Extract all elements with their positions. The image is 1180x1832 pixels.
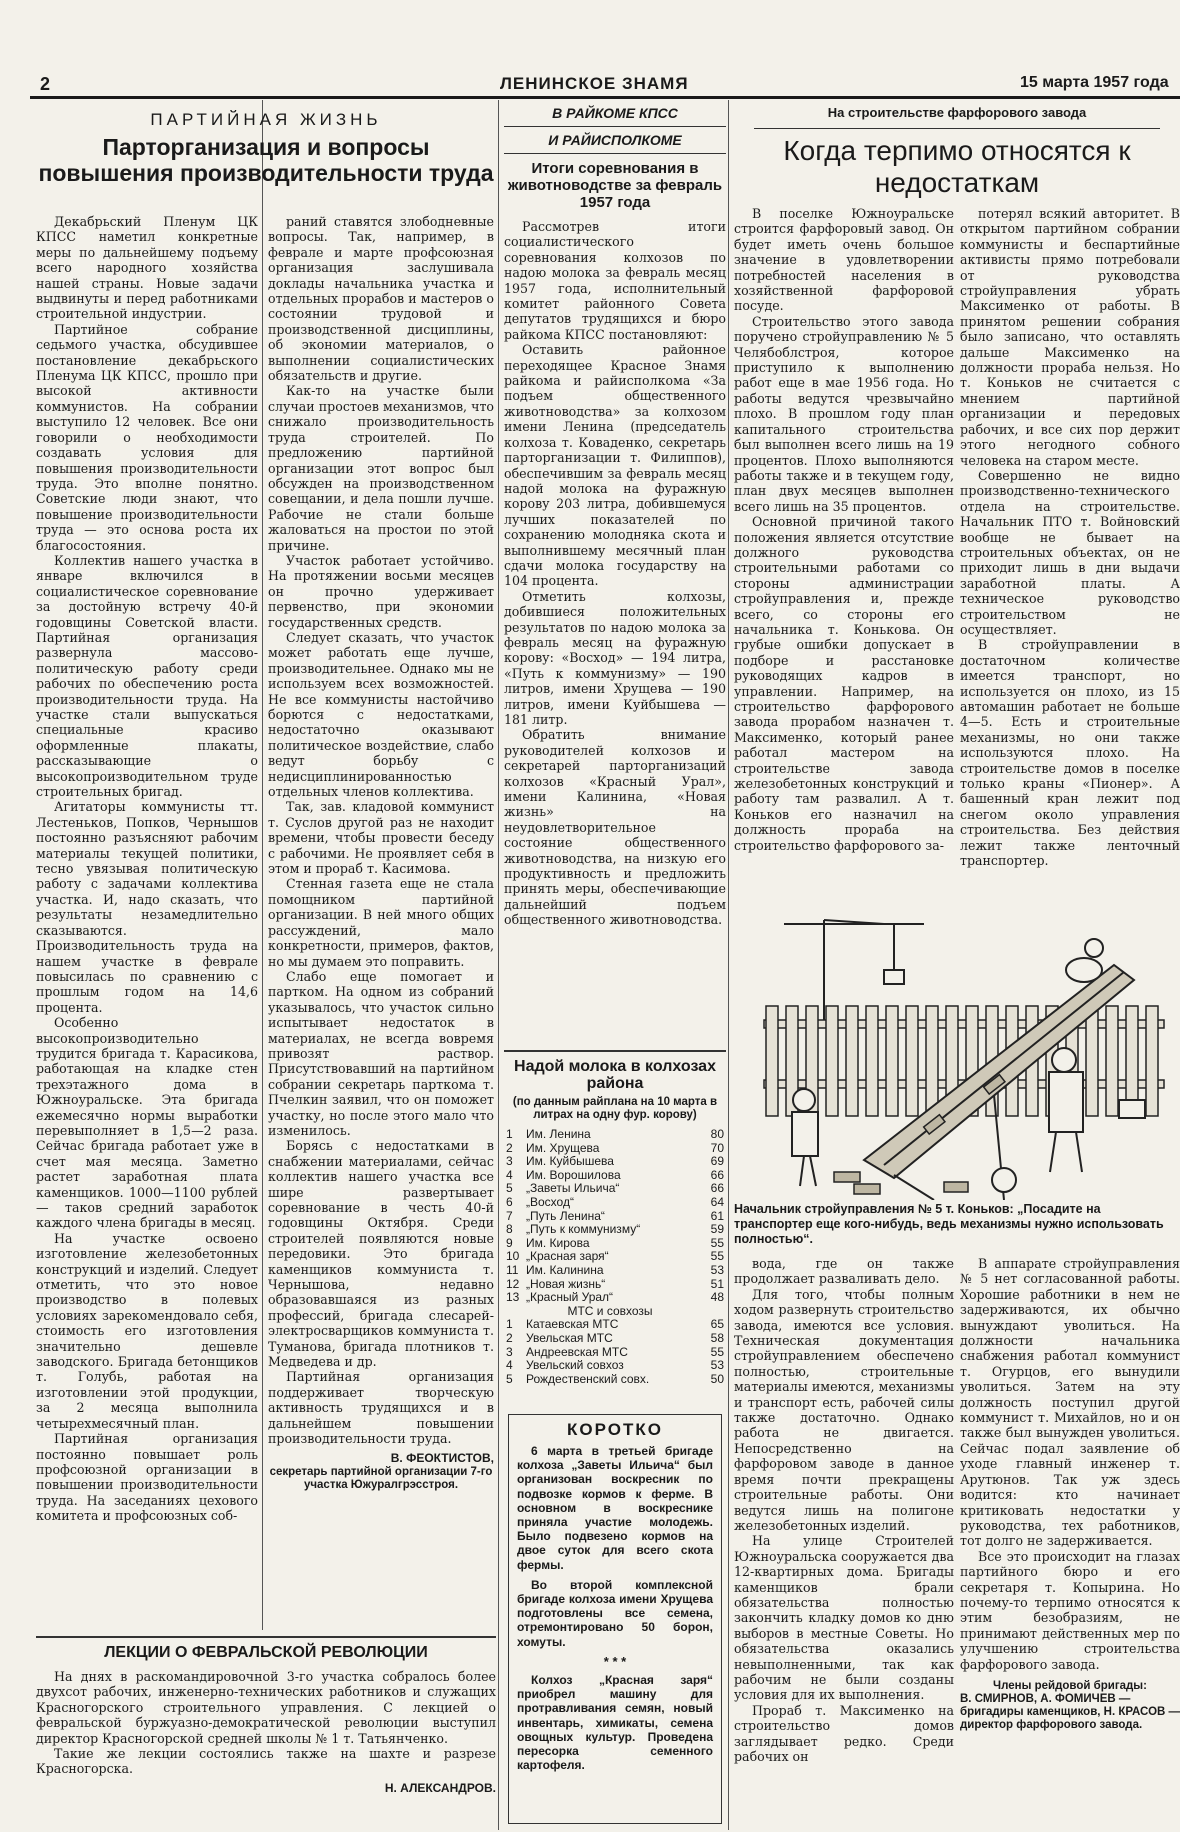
row-number: 3: [506, 1344, 513, 1359]
paragraph: На участке освоено изготовление железобетонных конструкций и изделий. Следует отметить, что это новое производство в полевых условиях зарекомендовало себя, стоимость его изготовления значительно дешевле заводского. Бригада бетонщиков т. Голубь, работая на изготовлении этой продукции, за 2 месяца выполнила четырехмесячный план.: [36, 1230, 258, 1431]
news-item: Колхоз „Красная заря“ приобрел машину для протравливания семян, новый инвентарь, химикаты, семена овощных культур. Проведена пересорка семенного картофеля.: [517, 1673, 713, 1773]
row-number: 10: [506, 1249, 520, 1264]
section-title: ПАРТИЙНАЯ ЖИЗНЬ: [150, 110, 382, 129]
fence-picket: [826, 1006, 838, 1116]
masthead: [30, 70, 1180, 96]
paragraph: Строительство этого завода поручено стройуправлению № 5 Челябоблстроя, которое приступило к выполнению работ еще в мае 1956 года. Но работы ведутся чрезвычайно плохо. В прошлом году план капитального строительства был выполнен всего лишь на 19 процентов. Плохо выполняются работы также и в текущем году, план двух месяцев выполнен всего лишь на 35 процентов.: [734, 313, 954, 514]
milk-yield-value: 53: [710, 1262, 724, 1277]
factory-column-c: [734, 1256, 954, 1826]
row-number: 2: [506, 1330, 513, 1345]
fence-picket: [1086, 1006, 1098, 1116]
paper-name: ЛЕНИНСКОЕ ЗНАМЯ: [500, 74, 689, 93]
milk-yield-value: 65: [710, 1317, 724, 1332]
table-row: [504, 1223, 726, 1237]
table-row: [504, 1359, 726, 1373]
farm-name: Им. Кирова: [526, 1235, 590, 1250]
article-column-1: [36, 214, 258, 1634]
column-divider: [498, 100, 499, 1830]
milk-yield-value: 55: [710, 1235, 724, 1250]
korotko-headline: КОРОТКО: [567, 1420, 663, 1439]
farm-name: „Путь к коммунизму“: [526, 1222, 641, 1237]
lectures-signature: Н. АЛЕКСАНДРОВ.: [384, 1780, 496, 1795]
paragraph: Участок работает устойчиво. На протяжении восьми месяцев он прочно удерживает первенство, при экономии государственных средств.: [268, 552, 494, 630]
milk-yield-value: 61: [710, 1208, 724, 1223]
paragraph: Особенно высокопроизводительно трудится бригада т. Карасикова, работающая на кладке стен трехэтажного дома в Южноуральске. Эта бригада ежемесячно нормы выработки перевыполняет в 1,5—2 раза. Сейчас бригада работает уже в счет мая месяца. Заметно растет заработная плата каменщиков. 1000—1100 рублей — таков средний заработок каждого члена бригады в месяц.: [36, 1015, 258, 1231]
farm-name: Увельская МТС: [526, 1330, 613, 1345]
table-row: [504, 1142, 726, 1156]
cartoon-illustration: [744, 910, 1180, 1200]
article-headline: Когда терпимо относятся к недостаткам: [783, 135, 1131, 198]
milk-yield-value: 50: [710, 1371, 724, 1386]
fence-picket: [1106, 1006, 1118, 1116]
farm-name: „Красная заря“: [526, 1249, 609, 1264]
farm-name: „Восход“: [526, 1194, 574, 1209]
kicker-raiispolkom: И РАЙИСПОЛКОМЕ: [548, 132, 682, 148]
table-row: [504, 1346, 726, 1360]
factory-article-header: [734, 104, 1180, 204]
table-row: [504, 1196, 726, 1210]
table-row: [504, 1128, 726, 1142]
raid-brigade-signature: В. СМИРНОВ, А. ФОМИЧЕВ — бригадиры каменщиков, Н. КРАСОВ — директор фарфорового завода.: [960, 1692, 1180, 1731]
farm-name: Им. Куйбышева: [526, 1154, 614, 1169]
farm-name: Им. Калинина: [526, 1262, 604, 1277]
article-column-2: [268, 214, 494, 1634]
separator: * * *: [603, 1653, 627, 1669]
farm-name: Увельский совхоз: [526, 1358, 624, 1373]
cartoon-drawing: [744, 910, 1180, 1200]
column-divider: [262, 100, 263, 1630]
milk-yield-value: 70: [710, 1140, 724, 1155]
table-subtitle: (по данным райплана на 10 марта в литрах на одну фур. корову): [512, 1096, 718, 1121]
row-number: 11: [506, 1262, 519, 1277]
author-role: секретарь партийной организации 7-го участка Южуралгрэсстроя.: [269, 1465, 493, 1491]
row-number: 4: [506, 1167, 513, 1182]
table-row: [504, 1237, 726, 1251]
table-row: [504, 1278, 726, 1292]
paragraph: раний ставятся злободневные вопросы. Так, например, в феврале и марте профсоюзная организация заслушивала доклады начальника участка и отдельных прорабов и мастеров о состоянии трудовой и производственной дисциплины, об экономии материалов, о выполнении социалистических обязательств и другие.: [268, 214, 494, 384]
milk-table: [504, 1128, 726, 1386]
paragraph: Коллектив нашего участка в январе включился в социалистическое соревнование за достойную встречу 40-й годовщины Советской власти. Партийная организация развернула массово-политическую работу среди рабочих по обеспечению роста производительности труда. На участке стали выпускаться специальные красиво оформленные плакаты, рассказывающие о высокопроизводительном труде строительных бригад.: [36, 552, 258, 800]
paragraph: Агитаторы коммунисты тт. Лестеньков, Попков, Чернышов постоянно разъясняют рабочим материалы текущей политики, тесно увязывая политическую работу с задачами коллектива участка. И, надо сказать, что результаты незамедлительно сказываются. Производительность труда на нашем участке в феврале повысилась по сравнению с прошлым годом на 14,6 процента.: [36, 799, 258, 1015]
milk-yield-value: 55: [710, 1249, 724, 1264]
factory-column-d: [960, 1256, 1180, 1826]
paragraph: На днях в раскомандировочной 3-го участка собралось более двухсот рабочих, инженерно-технических работников и служащих Красногорского строительного управления. С лекцией о февральской буржуазно-демократической революции выступил директор Красногорской средней школы № 1 т. Татьянченко.: [36, 1669, 496, 1746]
row-number: 3: [506, 1154, 513, 1169]
row-number: 9: [506, 1235, 513, 1250]
milk-yield-value: 66: [710, 1181, 724, 1196]
farm-name: Рождественский совх.: [526, 1371, 650, 1386]
factory-column-b: [960, 206, 1180, 946]
row-number: 6: [506, 1194, 513, 1209]
table-row: [504, 1332, 726, 1346]
row-number: 4: [506, 1358, 513, 1373]
row-number: 2: [506, 1140, 513, 1155]
paragraph: Декабрьский Пленум ЦК КПСС наметил конкретные меры по дальнейшему подъему всего народного хозяйства нашей страны. Новые задачи выдвинуты и перед работниками строительной индустрии.: [36, 214, 258, 322]
farm-name: Катаевская МТС: [526, 1317, 619, 1332]
fence-picket: [926, 1006, 938, 1116]
milk-yield-value: 64: [710, 1194, 724, 1209]
row-number: 13: [506, 1290, 520, 1305]
farm-name: „Красный Урал“: [526, 1290, 614, 1305]
lectures-headline: ЛЕКЦИИ О ФЕВРАЛЬСКОЙ РЕВОЛЮЦИИ: [104, 1644, 428, 1661]
milk-yield-value: 80: [710, 1127, 724, 1141]
paragraph: Все это происходит на глазах партийного бюро и его секретаря т. Копырина. Но почему-то терпимо относятся к этим безобразиям, не принимают действенных мер по улучшению строительства фарфорового завода.: [960, 1548, 1180, 1672]
table-headline: Надой молока в колхозах района: [514, 1058, 716, 1092]
farm-name: „Новая жизнь“: [526, 1276, 606, 1291]
news-item: Во второй комплексной бригаде колхоза имени Хрущева подготовлены все семена, отремонтировано 50 борон, хомуты.: [517, 1577, 713, 1649]
paragraph: Рассмотрев итоги социалистического соревнования колхозов по надою молока за февраль месяц 1957 года, исполнительный комитет районного Совета депутатов трудящихся и бюро райкома КПСС постановляют:: [504, 219, 726, 342]
farm-name: Им. Ленина: [526, 1127, 591, 1141]
paragraph: Стенная газета еще не стала помощником партийной организации. В ней много общих рассуждений, мало конкретности, примеров, фактов, но мы думаем это поправить.: [268, 876, 494, 969]
fence-picket: [866, 1006, 878, 1116]
paragraph: Такие же лекции состоялись также на шахте и разрезе Красногорска.: [36, 1746, 496, 1777]
paragraph: Как-то на участке были случаи простоев механизмов, что снижало производительность труда строителей. По предложению партийной организации этот вопрос был обсужден на производственном совещании, и дела пошли лучше. Рабочие не стали больше жаловаться на простои по этой причине.: [268, 383, 494, 553]
korotko-box: [508, 1414, 722, 1826]
factory-column-a: [734, 206, 954, 946]
table-row: [504, 1318, 726, 1332]
fence-picket: [886, 1006, 898, 1116]
table-row: [504, 1155, 726, 1169]
table-row: [504, 1291, 726, 1305]
table-row: [504, 1182, 726, 1196]
news-item: 6 марта в третьей бригаде колхоза „Заветы Ильича“ был организован воскресник по подвозке кормов к ферме. В основном в воскреснике приняла участие молодежь. Было подвезено кормов на двое суток для всего скота фермы.: [517, 1444, 713, 1572]
issue-date: 15 марта 1957 года: [1020, 74, 1169, 91]
paragraph: Оставить районное переходящее Красное Знамя райкома и райисполкома «За подъем общественного животноводства» за колхозом имени Ленина (председатель колхоза т. Коваденко, секретарь парторганизации т. Филиппов), обеспечившим за февраль месяц надой молока на фуражную корову 203 литра, добившемуся лучших показателей по сохранению молодняка скота и выполнившему месячный план сдачи молока государству на 104 процента.: [504, 342, 726, 589]
row-number: 8: [506, 1222, 513, 1237]
paragraph: Партийная организация поддерживает творческую активность трудящихся и в дальнейшем повышении производительности труда.: [268, 1369, 494, 1447]
milk-yield-value: 69: [710, 1154, 724, 1169]
paragraph: На улице Строителей Южноуральска сооружается два 12-квартирных дома. Бригады каменщиков брали обязательства полностью закончить кладку домов ко дню выборов в местные Советы. Но обязательства оказались невыполненными, так как рабочим не были созданы условия для их выполнения.: [734, 1533, 954, 1703]
farm-name: Им. Хрущева: [526, 1140, 600, 1155]
paragraph: Основной причиной такого положения является отсутствие должного руководства строительными работами со стороны администрации стройуправления и, прежде всего, со стороны его начальника т. Конькова. Он грубые ошибки допускает в подборе и расстановке руководящих кадров в управлении. Например, на строительство фарфорового завода прорабом назначен т. Максименко, который ранее работал мастером на строительстве завода железобетонных конструкций и работу там развалил. А т. Коньков его назначил на должность прораба на строительство фарфорового за-: [734, 514, 954, 853]
milk-yield-value: 51: [710, 1276, 724, 1291]
paragraph: вода, где он также продолжает разваливать дело.: [734, 1256, 954, 1287]
paragraph: Обратить внимание руководителей колхозов и секретарей парторганизаций колхозов «Красный Урал», имени Калинина, «Новая жизнь» на неудовлетворительное состояние общественного животноводства, на низкую его продуктивность и предложить принять меры, обеспечивающие дальнейший подъем общественного животноводства.: [504, 727, 726, 928]
table-row: [504, 1373, 726, 1387]
milk-yield-table: [504, 1050, 726, 1406]
farm-name: „Заветы Ильича“: [526, 1181, 620, 1196]
farm-name: „Путь Ленина“: [526, 1208, 605, 1223]
group-label: МТС и совхозы: [567, 1303, 653, 1318]
row-number: 7: [506, 1208, 513, 1223]
masthead-rule: [30, 96, 1180, 99]
milk-yield-value: 53: [710, 1358, 724, 1373]
table-row: [504, 1210, 726, 1224]
fence-picket: [906, 1006, 918, 1116]
raikom-article: [504, 104, 726, 1174]
signature-lead: Члены рейдовой бригады:: [993, 1679, 1147, 1692]
row-number: 12: [506, 1276, 520, 1291]
table-row: [504, 1250, 726, 1264]
paragraph: Для того, чтобы полным ходом развернуть строительство завода, имеются все условия. Техническая документация стройуправлением обеспечено полностью, строительные материалы имеются, механизмы и транспорт есть, рабочей силы также достаточно. Однако работа не двигается. Непосредственно на фарфоровом заводе в данное время почти прекращены строительные работы. Они ведутся лишь на полигоне железобетонных изделий.: [734, 1286, 954, 1533]
article-kicker: На строительстве фарфорового завода: [827, 105, 1087, 120]
row-number: 5: [506, 1181, 513, 1196]
article-headline: Парторганизация и вопросы повышения производительности труда: [38, 134, 494, 186]
paragraph: Совершенно не видно производственно-технического отдела на строительстве. Начальник ПТО т. Войновский вообще не бывает на строительных объектах, он не приходит лишь в дни выдачи заработной платы. А техническое руководство строительством не осуществляет.: [960, 467, 1180, 637]
column-divider: [728, 100, 729, 1830]
lectures-article: [36, 1636, 496, 1828]
farm-name: Им. Ворошилова: [526, 1167, 621, 1182]
page-number: 2: [40, 74, 51, 94]
paragraph: Отметить колхозы, добившиеся положительных результатов по надою молока за февраль месяц на фуражную корову: «Восход» — 194 литра, «Путь к коммунизму» — 190 литров, имени Хрущева — 190 литров, имени Куйбышева — 181 литр.: [504, 588, 726, 727]
fence-picket: [846, 1006, 858, 1116]
milk-yield-value: 59: [710, 1222, 724, 1237]
paragraph: потерял всякий авторитет. В открытом партийном собрании коммунисты и беспартийные активисты прямо потребовали от руководства стройуправления убрать Максименко от работы. В принятом решении собрания было записано, что оставлять дальше Максименко на должности прораба нельзя. Но т. Коньков не считается с мнением партийной организации и передовых рабочих, и все сих пор держит этого негодного собного человека на старом месте.: [960, 206, 1180, 468]
paragraph: Партийная организация постоянно повышает роль профсоюзной организации в повышении производительности труда. На заседаниях цехового комитета и профсоюзных соб-: [36, 1431, 258, 1524]
author-signature: В. ФЕОКТИСТОВ,: [390, 1450, 494, 1465]
milk-yield-value: 48: [710, 1290, 724, 1305]
paragraph: Слабо еще помогает и партком. На одном из собраний указывалось, что участок сильно испытывает недостаток в материалах, не всегда вовремя привозят раствор. Присутствовавший на партийном собрании секретарь парткома т. Пчелкин заявил, что он поможет участку, но после этого мало что изменилось.: [268, 968, 494, 1138]
paragraph: В стройуправлении в достаточном количестве имеется транспорт, но используется он плохо, из 15 автомашин работает не больше 4—5. Есть и строительные механизмы, но они также используются плохо. На строительстве домов в поселке только краны «Пионер». А башенный кран лежит под снегом около управления строительства. Без действия лежит также ленточный транспортер.: [960, 637, 1180, 869]
kicker-raikom: В РАЙКОМЕ КПСС: [552, 105, 678, 121]
fence-picket: [766, 1006, 778, 1116]
milk-yield-value: 55: [710, 1344, 724, 1359]
table-row: [504, 1264, 726, 1278]
milk-yield-value: 58: [710, 1330, 724, 1345]
row-number: 1: [506, 1317, 513, 1332]
paragraph: Борясь с недостатками в снабжении материалами, сейчас коллектив нашего участка все шире развертывает соревнование в честь 40-й годовщины Октября. Среди строителей появляются новые передовики. Это бригада каменщиков коммуниста т. Чернышова, недавно образовавшаяся из разных профессий, бригада слесарей-электросварщиков коммуниста т. Туманова, бригада плотников т. Медведева и др.: [268, 1138, 494, 1370]
cartoon-caption: Начальник стройуправления № 5 т. Коньков: „Посадите на транспортер еще кого-нибудь, ведь механизмы нужно использовать полностью“.: [734, 1202, 1164, 1246]
table-row: [504, 1169, 726, 1183]
paragraph: В аппарате стройуправления № 5 нет согласованной работы. Хорошие работники в нем не задерживаются, их обычно вынуждают уволиться. На должности начальника снабжения работал коммунист т. Огурцов, его вынудили уволиться. Затем на эту должность поступил другой коммунист т. Михайлов, но и он также был вынужден уволиться. Сейчас подал заявление об уходе главный инженер т. Арутюнов. Так уж здесь водится: кто начинает критиковать недостатки у руководства, тех работников, тот долго не задерживается.: [960, 1256, 1180, 1549]
fence-picket: [1146, 1006, 1158, 1116]
farm-name: Андреевская МТС: [526, 1344, 628, 1359]
row-number: 5: [506, 1371, 513, 1386]
paragraph: Так, зав. кладовой коммунист т. Суслов другой раз не находит времени, чтобы провести беседу с рабочими. Не проявляет себя в этом и прораб т. Касимова.: [268, 799, 494, 877]
paragraph: В поселке Южноуральске строится фарфоровый завод. Он будет иметь очень большое значение в удовлетворении потребностей населения в хозяйственной фарфоровой посуде.: [734, 206, 954, 314]
paragraph: Прораб т. Максименко на строительство домов заглядывает редко. Среди рабочих он: [734, 1702, 954, 1764]
paragraph: Партийное собрание седьмого участка, обсудившее постановление декабрьского Пленума ЦК КПСС, прошло при высокой активности коммунистов. На собрании выступило 12 человек. Все они говорили о необходимости создавать условия для повышения производительности труда. Это вполне понятно. Советские люди знают, что повышение производительности труда — это основа роста их благосостояния.: [36, 321, 258, 553]
row-number: 1: [506, 1127, 513, 1141]
milk-yield-value: 66: [710, 1167, 724, 1182]
paragraph: Следует сказать, что участок может работать еще лучше, производительнее. Однако мы не используем всех возможностей. Не все коммунисты настойчиво борются с недостатками, недостаточно оказывают политическое воздействие, слабо ведут борьбу с недисциплинированностью отдельных членов коллектива.: [268, 629, 494, 800]
article-headline: Итоги соревнования в животноводстве за февраль 1957 года: [507, 160, 723, 211]
